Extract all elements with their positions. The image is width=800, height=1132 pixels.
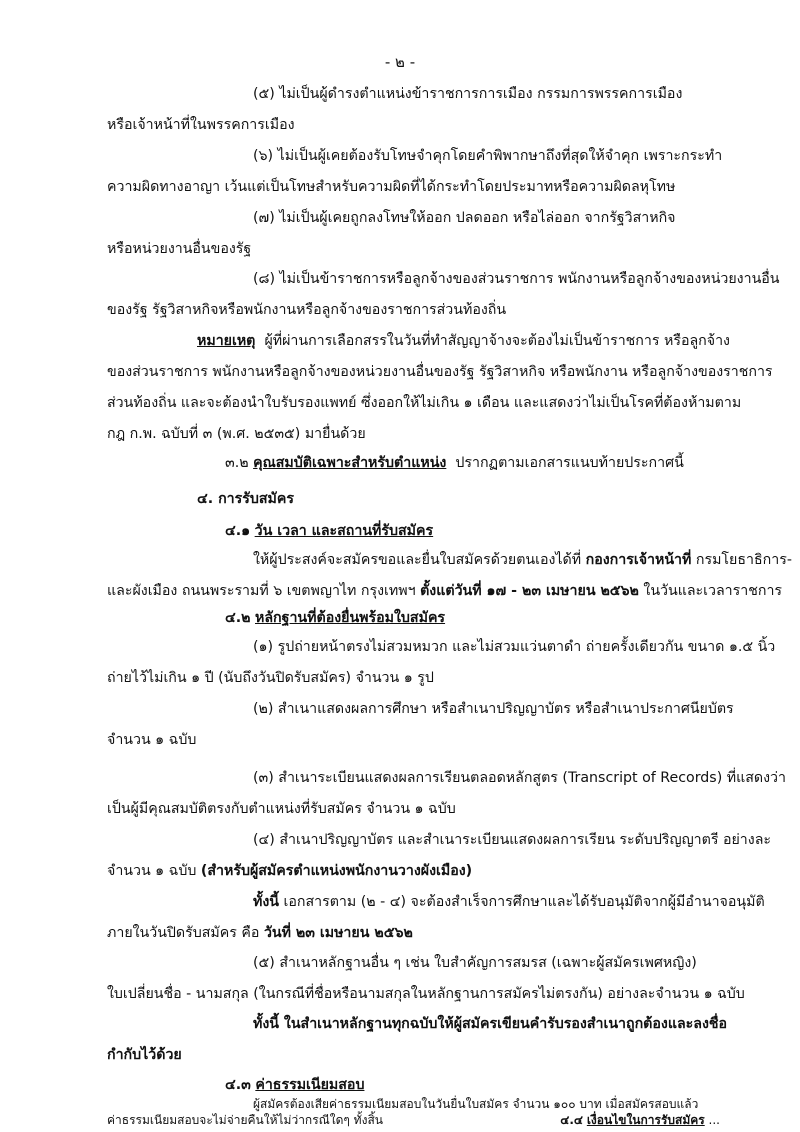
section-4-1-line-2 <box>107 581 782 601</box>
qualification-8-line-2: ของรัฐ รัฐวิสาหกิจหรือพนักงานหรือลูกจ้างของราชการส่วนท้องถิ่น <box>107 302 507 318</box>
document-4-line-3 <box>253 892 765 912</box>
continuation-dots: ... <box>708 1113 720 1127</box>
document-1-line-2: ถ่ายไว้ไม่เกิน ๑ ปี (นับถึงวันปิดรับสมัคร) จำนวน ๑ รูป <box>107 670 434 686</box>
section-4-1-line-1 <box>253 550 792 570</box>
document-3-line-2: เป็นผู้มีคุณสมบัติตรงกับตำแหน่งที่รับสมัคร จำนวน ๑ ฉบับ <box>107 801 456 817</box>
section-3-2 <box>225 453 684 473</box>
note-line-4: กฎ ก.พ. ฉบับที่ ๓ (พ.ศ. ๒๕๓๕) มายื่นด้วย <box>107 426 366 442</box>
note-line-3: ส่วนท้องถิ่น และจะต้องนำใบรับรองแพทย์ ซึ่งออกให้ไม่เกิน ๑ เดือน และแสดงว่าไม่เป็นโรคที่ต้องห้ามตาม <box>107 395 742 411</box>
next-section-number: ๔.๔ <box>560 1113 583 1127</box>
document-4-line-4 <box>107 923 413 943</box>
document-3-line-1: (๓) สำเนาระเบียนแสดงผลการเรียนตลอดหลักสูตร (Transcript of Records) ที่แสดงว่า <box>253 770 786 786</box>
section-4-1-title: วัน เวลา และสถานที่รับสมัคร <box>254 523 434 539</box>
section-4-1-heading <box>225 521 433 541</box>
section-4-3-heading <box>225 1075 364 1095</box>
note-label: หมายเหตุ <box>197 333 256 349</box>
document-4-copies: จำนวน ๑ ฉบับ <box>107 863 197 879</box>
document-4-line-2 <box>107 861 472 881</box>
note-line-1 <box>197 331 730 351</box>
qualification-6-line-1: (๖) ไม่เป็นผู้เคยต้องรับโทษจำคุกโดยคำพิพากษาถึงที่สุดให้จำคุก เพราะกระทำ <box>253 148 723 164</box>
qualification-5-line-1: (๕) ไม่เป็นผู้ดำรงตำแหน่งข้าราชการการเมือง กรรมการพรรคการเมือง <box>253 86 683 102</box>
note-line-2: ของส่วนราชการ พนักงานหรือลูกจ้างของหน่วยงานอื่นของรัฐ รัฐวิสาหกิจ หรือพนักงาน หรือลูกจ้างของราชการ <box>107 364 773 380</box>
section-3-2-text: ปรากฏตามเอกสารแนบท้ายประกาศนี้ <box>455 455 684 471</box>
section-4-heading: ๔. การรับสมัคร <box>197 491 294 507</box>
document-5-line-2: ใบเปลี่ยนชื่อ - นามสกุล (ในกรณีที่ชื่อหรือนามสกุลในหลักฐานการสมัครไม่ตรงกัน) อย่างละจำนวน ๑ ฉบับ <box>107 986 745 1002</box>
section-4-3-number: ๔.๓ <box>225 1077 251 1093</box>
qualification-7-line-1: (๗) ไม่เป็นผู้เคยถูกลงโทษให้ออก ปลดออก หรือไล่ออก จากรัฐวิสาหกิจ <box>253 210 676 226</box>
section-4-2-title: หลักฐานที่ต้องยื่นพร้อมใบสมัคร <box>255 610 446 626</box>
section-4-3-title: ค่าธรรมเนียมสอบ <box>255 1077 365 1093</box>
deadline-date: วันที่ ๒๓ เมษายน ๒๕๖๒ <box>263 925 413 941</box>
section-4-1-number: ๔.๑ <box>225 523 251 539</box>
apply-place: กองการเจ้าหน้าที่ <box>585 552 692 568</box>
document-5-line-1: (๕) สำเนาหลักฐานอื่น ๆ เช่น ใบสำคัญการสมรส (เฉพาะผู้สมัครเพศหญิง) <box>253 955 697 971</box>
section-4-2-number: ๔.๒ <box>225 610 251 626</box>
qualification-6-line-2: ความผิดทางอาญา เว้นแต่เป็นโทษสำหรับความผิดที่ได้กระทำโดยประมาทหรือความผิดลหุโทษ <box>107 179 676 195</box>
document-5-line-4: กำกับไว้ด้วย <box>107 1047 182 1063</box>
document-4-note-text: เอกสารตาม (๒ - ๔) จะต้องสำเร็จการศึกษาและได้รับอนุมัติจากผู้มีอำนาจอนุมัติ <box>283 894 765 910</box>
document-4-line-1: (๔) สำเนาปริญญาบัตร และสำเนาระเบียนแสดงผลการเรียน ระดับปริญญาตรี อย่างละ <box>253 832 772 848</box>
document-4-note-label: ทั้งนี้ <box>253 894 279 910</box>
page-number: - ๒ - <box>384 53 416 71</box>
qualification-7-line-2: หรือหน่วยงานอื่นของรัฐ <box>107 241 252 257</box>
document-5-line-3: ทั้งนี้ ในสำเนาหลักฐานทุกฉบับให้ผู้สมัครเขียนคำรับรองสำเนาถูกต้องและลงชื่อ <box>253 1016 728 1032</box>
section-3-2-title: คุณสมบัติเฉพาะสำหรับตำแหน่ง <box>253 455 447 471</box>
document-2-line-1: (๒) สำเนาแสดงผลการศึกษา หรือสำเนาปริญญาบัตร หรือสำเนาประกาศนียบัตร <box>253 701 734 717</box>
fee-line-1: ผู้สมัครต้องเสียค่าธรรมเนียมสอบในวันยื่นใบสมัคร จำนวน ๑๐๐ บาท เมื่อสมัครสอบแล้ว <box>253 1097 699 1111</box>
apply-hours: ในวันและเวลาราชการ <box>643 583 783 599</box>
apply-address: และผังเมือง ถนนพระรามที่ ๖ เขตพญาไท กรุงเทพฯ <box>107 583 416 599</box>
next-page-indicator <box>560 1112 720 1128</box>
qualification-5-line-2: หรือเจ้าหน้าที่ในพรรคการเมือง <box>107 117 295 133</box>
apply-instruction: ให้ผู้ประสงค์จะสมัครขอและยื่นใบสมัครด้วยตนเองได้ที่ <box>253 552 582 568</box>
document-4-applies-to: (สำหรับผู้สมัครตำแหน่งพนักงานวางผังเมือง) <box>200 863 473 879</box>
next-section-title: เงื่อนไขในการรับสมัคร <box>586 1113 705 1127</box>
document-2-line-2: จำนวน ๑ ฉบับ <box>107 732 197 748</box>
section-3-2-number: ๓.๒ <box>225 455 249 471</box>
section-4-2-heading <box>225 608 445 628</box>
fee-line-2: ค่าธรรมเนียมสอบจะไม่จ่ายคืนให้ไม่ว่ากรณีใดๆ ทั้งสิ้น <box>107 1113 383 1127</box>
deadline-label: ภายในวันปิดรับสมัคร คือ <box>107 925 260 941</box>
apply-department: กรมโยธาธิการ- <box>695 552 792 568</box>
qualification-8-line-1: (๘) ไม่เป็นข้าราชการหรือลูกจ้างของส่วนราชการ พนักงานหรือลูกจ้างของหน่วยงานอื่น <box>253 271 780 287</box>
document-1-line-1: (๑) รูปถ่ายหน้าตรงไม่สวมหมวก และไม่สวมแว่นตาดำ ถ่ายครั้งเดียวกัน ขนาด ๑.๕ นิ้ว <box>253 639 776 655</box>
note-text-1: ผู้ที่ผ่านการเลือกสรรในวันที่ทำสัญญาจ้างจะต้องไม่เป็นข้าราชการ หรือลูกจ้าง <box>264 333 730 349</box>
apply-dates: ตั้งแต่วันที่ ๑๗ - ๒๓ เมษายน ๒๕๖๒ <box>420 583 639 599</box>
